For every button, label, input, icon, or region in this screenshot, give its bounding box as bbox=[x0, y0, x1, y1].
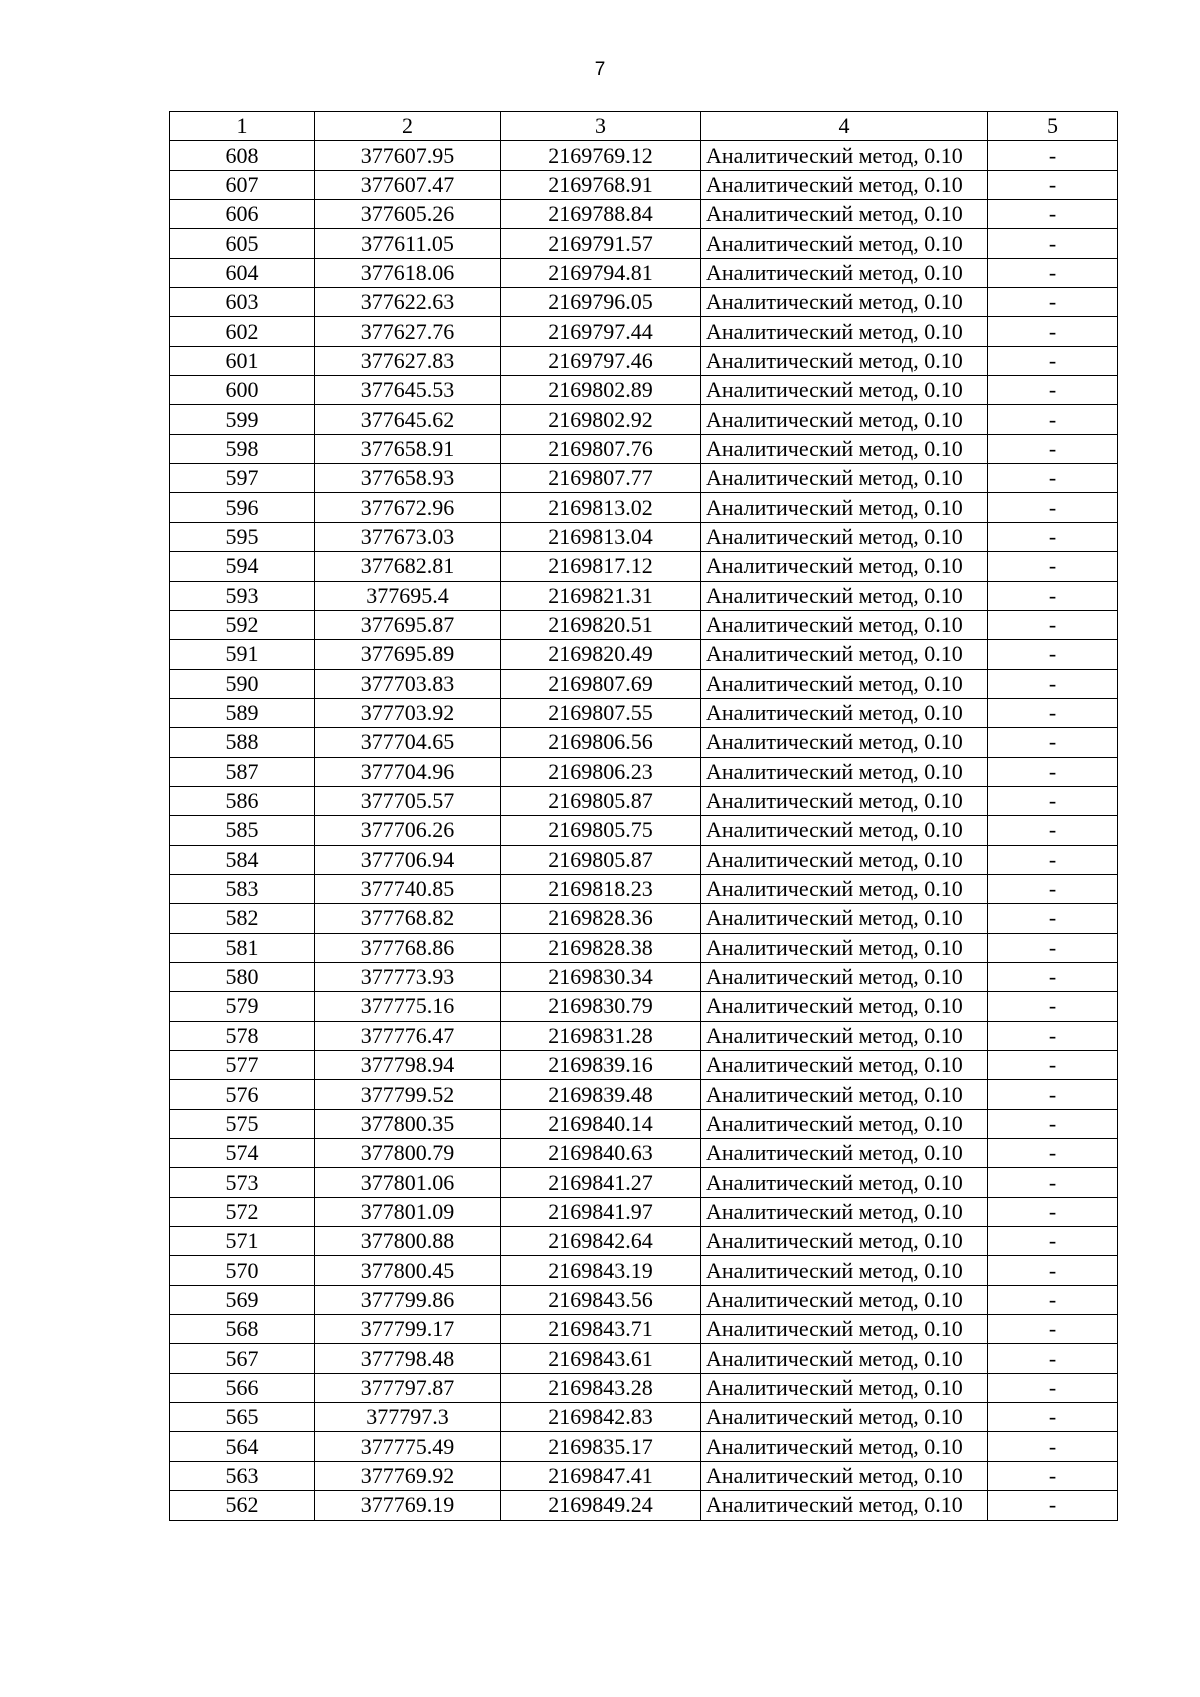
value-cell: - bbox=[988, 1021, 1118, 1050]
table-row bbox=[170, 522, 1118, 551]
point-number-cell: 587 bbox=[170, 757, 315, 786]
y-coordinate-cell: 2169843.61 bbox=[501, 1344, 701, 1373]
value-cell: - bbox=[988, 933, 1118, 962]
table-row bbox=[170, 493, 1118, 522]
value-cell: - bbox=[988, 992, 1118, 1021]
value-cell: - bbox=[988, 874, 1118, 903]
value-cell: - bbox=[988, 317, 1118, 346]
y-coordinate-cell: 2169840.63 bbox=[501, 1139, 701, 1168]
x-coordinate-cell: 377769.92 bbox=[315, 1461, 501, 1490]
value-cell: - bbox=[988, 698, 1118, 727]
table-row bbox=[170, 258, 1118, 287]
x-coordinate-cell: 377773.93 bbox=[315, 962, 501, 991]
x-coordinate-cell: 377673.03 bbox=[315, 522, 501, 551]
y-coordinate-cell: 2169805.87 bbox=[501, 845, 701, 874]
value-cell: - bbox=[988, 464, 1118, 493]
point-number-cell: 591 bbox=[170, 640, 315, 669]
x-coordinate-cell: 377695.4 bbox=[315, 581, 501, 610]
x-coordinate-cell: 377740.85 bbox=[315, 874, 501, 903]
table-row bbox=[170, 1344, 1118, 1373]
point-number-cell: 567 bbox=[170, 1344, 315, 1373]
y-coordinate-cell: 2169791.57 bbox=[501, 229, 701, 258]
value-cell: - bbox=[988, 522, 1118, 551]
y-coordinate-cell: 2169841.27 bbox=[501, 1168, 701, 1197]
table-row bbox=[170, 786, 1118, 815]
x-coordinate-cell: 377776.47 bbox=[315, 1021, 501, 1050]
method-cell: Аналитический метод, 0.10 bbox=[701, 669, 988, 698]
x-coordinate-cell: 377682.81 bbox=[315, 552, 501, 581]
point-number-cell: 570 bbox=[170, 1256, 315, 1285]
table-row bbox=[170, 1080, 1118, 1109]
table-row bbox=[170, 552, 1118, 581]
y-coordinate-cell: 2169820.51 bbox=[501, 610, 701, 639]
value-cell: - bbox=[988, 1491, 1118, 1520]
x-coordinate-cell: 377775.49 bbox=[315, 1432, 501, 1461]
point-number-cell: 577 bbox=[170, 1051, 315, 1080]
value-cell: - bbox=[988, 170, 1118, 199]
method-cell: Аналитический метод, 0.10 bbox=[701, 317, 988, 346]
method-cell: Аналитический метод, 0.10 bbox=[701, 962, 988, 991]
method-cell: Аналитический метод, 0.10 bbox=[701, 1227, 988, 1256]
table-row bbox=[170, 1403, 1118, 1432]
y-coordinate-cell: 2169843.28 bbox=[501, 1373, 701, 1402]
point-number-cell: 564 bbox=[170, 1432, 315, 1461]
point-number-cell: 603 bbox=[170, 288, 315, 317]
x-coordinate-cell: 377627.83 bbox=[315, 346, 501, 375]
value-cell: - bbox=[988, 376, 1118, 405]
method-cell: Аналитический метод, 0.10 bbox=[701, 992, 988, 1021]
y-coordinate-cell: 2169813.02 bbox=[501, 493, 701, 522]
method-cell: Аналитический метод, 0.10 bbox=[701, 845, 988, 874]
x-coordinate-cell: 377800.88 bbox=[315, 1227, 501, 1256]
point-number-cell: 576 bbox=[170, 1080, 315, 1109]
value-cell: - bbox=[988, 845, 1118, 874]
method-cell: Аналитический метод, 0.10 bbox=[701, 229, 988, 258]
table-row bbox=[170, 1432, 1118, 1461]
x-coordinate-cell: 377695.89 bbox=[315, 640, 501, 669]
y-coordinate-cell: 2169807.76 bbox=[501, 434, 701, 463]
table-row bbox=[170, 1315, 1118, 1344]
table-row bbox=[170, 1227, 1118, 1256]
value-cell: - bbox=[988, 1285, 1118, 1314]
point-number-cell: 574 bbox=[170, 1139, 315, 1168]
table-row bbox=[170, 1285, 1118, 1314]
value-cell: - bbox=[988, 141, 1118, 170]
x-coordinate-cell: 377706.26 bbox=[315, 816, 501, 845]
table-row bbox=[170, 141, 1118, 170]
table-row bbox=[170, 1168, 1118, 1197]
table-row bbox=[170, 992, 1118, 1021]
value-cell: - bbox=[988, 1080, 1118, 1109]
method-cell: Аналитический метод, 0.10 bbox=[701, 640, 988, 669]
value-cell: - bbox=[988, 552, 1118, 581]
point-number-cell: 579 bbox=[170, 992, 315, 1021]
point-number-cell: 569 bbox=[170, 1285, 315, 1314]
method-cell: Аналитический метод, 0.10 bbox=[701, 1197, 988, 1226]
value-cell: - bbox=[988, 1168, 1118, 1197]
table-header-row bbox=[170, 112, 1118, 141]
x-coordinate-cell: 377797.87 bbox=[315, 1373, 501, 1402]
x-coordinate-cell: 377607.95 bbox=[315, 141, 501, 170]
method-cell: Аналитический метод, 0.10 bbox=[701, 170, 988, 199]
table-row bbox=[170, 904, 1118, 933]
point-number-cell: 575 bbox=[170, 1109, 315, 1138]
point-number-cell: 585 bbox=[170, 816, 315, 845]
y-coordinate-cell: 2169820.49 bbox=[501, 640, 701, 669]
table-row bbox=[170, 581, 1118, 610]
table-row bbox=[170, 317, 1118, 346]
x-coordinate-cell: 377800.35 bbox=[315, 1109, 501, 1138]
table-row bbox=[170, 464, 1118, 493]
table-row bbox=[170, 376, 1118, 405]
value-cell: - bbox=[988, 728, 1118, 757]
table-row bbox=[170, 229, 1118, 258]
point-number-cell: 573 bbox=[170, 1168, 315, 1197]
point-number-cell: 594 bbox=[170, 552, 315, 581]
y-coordinate-cell: 2169802.89 bbox=[501, 376, 701, 405]
y-coordinate-cell: 2169805.75 bbox=[501, 816, 701, 845]
x-coordinate-cell: 377768.82 bbox=[315, 904, 501, 933]
table-row bbox=[170, 728, 1118, 757]
point-number-cell: 606 bbox=[170, 200, 315, 229]
y-coordinate-cell: 2169830.34 bbox=[501, 962, 701, 991]
x-coordinate-cell: 377658.91 bbox=[315, 434, 501, 463]
method-cell: Аналитический метод, 0.10 bbox=[701, 434, 988, 463]
table-row bbox=[170, 1197, 1118, 1226]
point-number-cell: 600 bbox=[170, 376, 315, 405]
x-coordinate-cell: 377611.05 bbox=[315, 229, 501, 258]
value-cell: - bbox=[988, 1051, 1118, 1080]
method-cell: Аналитический метод, 0.10 bbox=[701, 1491, 988, 1520]
x-coordinate-cell: 377703.83 bbox=[315, 669, 501, 698]
y-coordinate-cell: 2169843.71 bbox=[501, 1315, 701, 1344]
method-cell: Аналитический метод, 0.10 bbox=[701, 1168, 988, 1197]
x-coordinate-cell: 377775.16 bbox=[315, 992, 501, 1021]
point-number-cell: 605 bbox=[170, 229, 315, 258]
method-cell: Аналитический метод, 0.10 bbox=[701, 1315, 988, 1344]
point-number-cell: 578 bbox=[170, 1021, 315, 1050]
method-cell: Аналитический метод, 0.10 bbox=[701, 258, 988, 287]
y-coordinate-cell: 2169842.83 bbox=[501, 1403, 701, 1432]
point-number-cell: 583 bbox=[170, 874, 315, 903]
method-cell: Аналитический метод, 0.10 bbox=[701, 904, 988, 933]
x-coordinate-cell: 377797.3 bbox=[315, 1403, 501, 1432]
y-coordinate-cell: 2169821.31 bbox=[501, 581, 701, 610]
method-cell: Аналитический метод, 0.10 bbox=[701, 522, 988, 551]
y-coordinate-cell: 2169797.44 bbox=[501, 317, 701, 346]
y-coordinate-cell: 2169769.12 bbox=[501, 141, 701, 170]
point-number-cell: 596 bbox=[170, 493, 315, 522]
method-cell: Аналитический метод, 0.10 bbox=[701, 376, 988, 405]
x-coordinate-cell: 377799.52 bbox=[315, 1080, 501, 1109]
method-cell: Аналитический метод, 0.10 bbox=[701, 288, 988, 317]
point-number-cell: 595 bbox=[170, 522, 315, 551]
y-coordinate-cell: 2169807.77 bbox=[501, 464, 701, 493]
point-number-cell: 604 bbox=[170, 258, 315, 287]
value-cell: - bbox=[988, 1109, 1118, 1138]
point-number-cell: 593 bbox=[170, 581, 315, 610]
table-row bbox=[170, 816, 1118, 845]
value-cell: - bbox=[988, 405, 1118, 434]
y-coordinate-cell: 2169796.05 bbox=[501, 288, 701, 317]
value-cell: - bbox=[988, 346, 1118, 375]
value-cell: - bbox=[988, 229, 1118, 258]
value-cell: - bbox=[988, 1461, 1118, 1490]
point-number-cell: 571 bbox=[170, 1227, 315, 1256]
x-coordinate-cell: 377622.63 bbox=[315, 288, 501, 317]
method-cell: Аналитический метод, 0.10 bbox=[701, 610, 988, 639]
x-coordinate-cell: 377704.65 bbox=[315, 728, 501, 757]
y-coordinate-cell: 2169805.87 bbox=[501, 786, 701, 815]
value-cell: - bbox=[988, 258, 1118, 287]
table-row bbox=[170, 1491, 1118, 1520]
point-number-cell: 562 bbox=[170, 1491, 315, 1520]
method-cell: Аналитический метод, 0.10 bbox=[701, 816, 988, 845]
y-coordinate-cell: 2169828.38 bbox=[501, 933, 701, 962]
x-coordinate-cell: 377799.86 bbox=[315, 1285, 501, 1314]
point-number-cell: 590 bbox=[170, 669, 315, 698]
point-number-cell: 565 bbox=[170, 1403, 315, 1432]
y-coordinate-cell: 2169849.24 bbox=[501, 1491, 701, 1520]
x-coordinate-cell: 377798.48 bbox=[315, 1344, 501, 1373]
y-coordinate-cell: 2169842.64 bbox=[501, 1227, 701, 1256]
x-coordinate-cell: 377605.26 bbox=[315, 200, 501, 229]
point-number-cell: 566 bbox=[170, 1373, 315, 1402]
table-row bbox=[170, 1051, 1118, 1080]
point-number-cell: 568 bbox=[170, 1315, 315, 1344]
point-number-cell: 597 bbox=[170, 464, 315, 493]
method-cell: Аналитический метод, 0.10 bbox=[701, 1344, 988, 1373]
y-coordinate-cell: 2169807.55 bbox=[501, 698, 701, 727]
value-cell: - bbox=[988, 581, 1118, 610]
method-cell: Аналитический метод, 0.10 bbox=[701, 1256, 988, 1285]
table-row bbox=[170, 200, 1118, 229]
x-coordinate-cell: 377672.96 bbox=[315, 493, 501, 522]
x-coordinate-cell: 377607.47 bbox=[315, 170, 501, 199]
method-cell: Аналитический метод, 0.10 bbox=[701, 786, 988, 815]
point-number-cell: 584 bbox=[170, 845, 315, 874]
table-row bbox=[170, 698, 1118, 727]
point-number-cell: 572 bbox=[170, 1197, 315, 1226]
y-coordinate-cell: 2169840.14 bbox=[501, 1109, 701, 1138]
value-cell: - bbox=[988, 200, 1118, 229]
method-cell: Аналитический метод, 0.10 bbox=[701, 1109, 988, 1138]
x-coordinate-cell: 377706.94 bbox=[315, 845, 501, 874]
y-coordinate-cell: 2169830.79 bbox=[501, 992, 701, 1021]
x-coordinate-cell: 377695.87 bbox=[315, 610, 501, 639]
value-cell: - bbox=[988, 786, 1118, 815]
y-coordinate-cell: 2169806.56 bbox=[501, 728, 701, 757]
method-cell: Аналитический метод, 0.10 bbox=[701, 1461, 988, 1490]
method-cell: Аналитический метод, 0.10 bbox=[701, 698, 988, 727]
y-coordinate-cell: 2169788.84 bbox=[501, 200, 701, 229]
column-header-2: 2 bbox=[315, 112, 501, 141]
value-cell: - bbox=[988, 904, 1118, 933]
table-row bbox=[170, 1139, 1118, 1168]
x-coordinate-cell: 377618.06 bbox=[315, 258, 501, 287]
value-cell: - bbox=[988, 1403, 1118, 1432]
point-number-cell: 580 bbox=[170, 962, 315, 991]
x-coordinate-cell: 377801.06 bbox=[315, 1168, 501, 1197]
column-header-3: 3 bbox=[501, 112, 701, 141]
method-cell: Аналитический метод, 0.10 bbox=[701, 464, 988, 493]
table-row bbox=[170, 434, 1118, 463]
value-cell: - bbox=[988, 1344, 1118, 1373]
value-cell: - bbox=[988, 610, 1118, 639]
y-coordinate-cell: 2169843.56 bbox=[501, 1285, 701, 1314]
method-cell: Аналитический метод, 0.10 bbox=[701, 141, 988, 170]
y-coordinate-cell: 2169839.48 bbox=[501, 1080, 701, 1109]
value-cell: - bbox=[988, 962, 1118, 991]
method-cell: Аналитический метод, 0.10 bbox=[701, 1051, 988, 1080]
method-cell: Аналитический метод, 0.10 bbox=[701, 1139, 988, 1168]
column-header-1: 1 bbox=[170, 112, 315, 141]
x-coordinate-cell: 377627.76 bbox=[315, 317, 501, 346]
value-cell: - bbox=[988, 288, 1118, 317]
method-cell: Аналитический метод, 0.10 bbox=[701, 493, 988, 522]
method-cell: Аналитический метод, 0.10 bbox=[701, 933, 988, 962]
y-coordinate-cell: 2169794.81 bbox=[501, 258, 701, 287]
table-row bbox=[170, 405, 1118, 434]
point-number-cell: 582 bbox=[170, 904, 315, 933]
value-cell: - bbox=[988, 1197, 1118, 1226]
value-cell: - bbox=[988, 1227, 1118, 1256]
y-coordinate-cell: 2169807.69 bbox=[501, 669, 701, 698]
x-coordinate-cell: 377800.45 bbox=[315, 1256, 501, 1285]
x-coordinate-cell: 377768.86 bbox=[315, 933, 501, 962]
point-number-cell: 581 bbox=[170, 933, 315, 962]
table-row bbox=[170, 845, 1118, 874]
method-cell: Аналитический метод, 0.10 bbox=[701, 552, 988, 581]
table-row bbox=[170, 170, 1118, 199]
method-cell: Аналитический метод, 0.10 bbox=[701, 1285, 988, 1314]
y-coordinate-cell: 2169847.41 bbox=[501, 1461, 701, 1490]
value-cell: - bbox=[988, 434, 1118, 463]
y-coordinate-cell: 2169841.97 bbox=[501, 1197, 701, 1226]
method-cell: Аналитический метод, 0.10 bbox=[701, 728, 988, 757]
point-number-cell: 608 bbox=[170, 141, 315, 170]
x-coordinate-cell: 377658.93 bbox=[315, 464, 501, 493]
method-cell: Аналитический метод, 0.10 bbox=[701, 581, 988, 610]
y-coordinate-cell: 2169843.19 bbox=[501, 1256, 701, 1285]
y-coordinate-cell: 2169802.92 bbox=[501, 405, 701, 434]
table-row bbox=[170, 874, 1118, 903]
table-row bbox=[170, 640, 1118, 669]
y-coordinate-cell: 2169817.12 bbox=[501, 552, 701, 581]
y-coordinate-cell: 2169818.23 bbox=[501, 874, 701, 903]
table-row bbox=[170, 933, 1118, 962]
method-cell: Аналитический метод, 0.10 bbox=[701, 1403, 988, 1432]
table-row bbox=[170, 610, 1118, 639]
value-cell: - bbox=[988, 1432, 1118, 1461]
y-coordinate-cell: 2169813.04 bbox=[501, 522, 701, 551]
method-cell: Аналитический метод, 0.10 bbox=[701, 1432, 988, 1461]
point-number-cell: 607 bbox=[170, 170, 315, 199]
value-cell: - bbox=[988, 1315, 1118, 1344]
column-header-4: 4 bbox=[701, 112, 988, 141]
value-cell: - bbox=[988, 669, 1118, 698]
method-cell: Аналитический метод, 0.10 bbox=[701, 874, 988, 903]
y-coordinate-cell: 2169831.28 bbox=[501, 1021, 701, 1050]
point-number-cell: 598 bbox=[170, 434, 315, 463]
value-cell: - bbox=[988, 1256, 1118, 1285]
method-cell: Аналитический метод, 0.10 bbox=[701, 346, 988, 375]
point-number-cell: 601 bbox=[170, 346, 315, 375]
x-coordinate-cell: 377645.62 bbox=[315, 405, 501, 434]
column-header-5: 5 bbox=[988, 112, 1118, 141]
point-number-cell: 563 bbox=[170, 1461, 315, 1490]
x-coordinate-cell: 377645.53 bbox=[315, 376, 501, 405]
value-cell: - bbox=[988, 493, 1118, 522]
x-coordinate-cell: 377703.92 bbox=[315, 698, 501, 727]
y-coordinate-cell: 2169806.23 bbox=[501, 757, 701, 786]
value-cell: - bbox=[988, 816, 1118, 845]
y-coordinate-cell: 2169828.36 bbox=[501, 904, 701, 933]
x-coordinate-cell: 377704.96 bbox=[315, 757, 501, 786]
table-row bbox=[170, 288, 1118, 317]
method-cell: Аналитический метод, 0.10 bbox=[701, 757, 988, 786]
x-coordinate-cell: 377705.57 bbox=[315, 786, 501, 815]
y-coordinate-cell: 2169835.17 bbox=[501, 1432, 701, 1461]
method-cell: Аналитический метод, 0.10 bbox=[701, 1021, 988, 1050]
x-coordinate-cell: 377800.79 bbox=[315, 1139, 501, 1168]
y-coordinate-cell: 2169768.91 bbox=[501, 170, 701, 199]
table-row bbox=[170, 1461, 1118, 1490]
point-number-cell: 599 bbox=[170, 405, 315, 434]
table-row bbox=[170, 1109, 1118, 1138]
point-number-cell: 586 bbox=[170, 786, 315, 815]
method-cell: Аналитический метод, 0.10 bbox=[701, 1080, 988, 1109]
x-coordinate-cell: 377799.17 bbox=[315, 1315, 501, 1344]
table-row bbox=[170, 962, 1118, 991]
point-number-cell: 592 bbox=[170, 610, 315, 639]
table-row bbox=[170, 1021, 1118, 1050]
point-number-cell: 588 bbox=[170, 728, 315, 757]
method-cell: Аналитический метод, 0.10 bbox=[701, 200, 988, 229]
value-cell: - bbox=[988, 1373, 1118, 1402]
value-cell: - bbox=[988, 1139, 1118, 1168]
point-number-cell: 589 bbox=[170, 698, 315, 727]
table-body bbox=[170, 141, 1118, 1520]
x-coordinate-cell: 377798.94 bbox=[315, 1051, 501, 1080]
table-row bbox=[170, 346, 1118, 375]
y-coordinate-cell: 2169839.16 bbox=[501, 1051, 701, 1080]
value-cell: - bbox=[988, 757, 1118, 786]
value-cell: - bbox=[988, 640, 1118, 669]
y-coordinate-cell: 2169797.46 bbox=[501, 346, 701, 375]
table-row bbox=[170, 669, 1118, 698]
x-coordinate-cell: 377769.19 bbox=[315, 1491, 501, 1520]
table-row bbox=[170, 757, 1118, 786]
coordinates-table bbox=[169, 111, 1118, 1521]
method-cell: Аналитический метод, 0.10 bbox=[701, 1373, 988, 1402]
table-row bbox=[170, 1373, 1118, 1402]
table-row bbox=[170, 1256, 1118, 1285]
page-number: 7 bbox=[594, 59, 606, 80]
x-coordinate-cell: 377801.09 bbox=[315, 1197, 501, 1226]
point-number-cell: 602 bbox=[170, 317, 315, 346]
method-cell: Аналитический метод, 0.10 bbox=[701, 405, 988, 434]
